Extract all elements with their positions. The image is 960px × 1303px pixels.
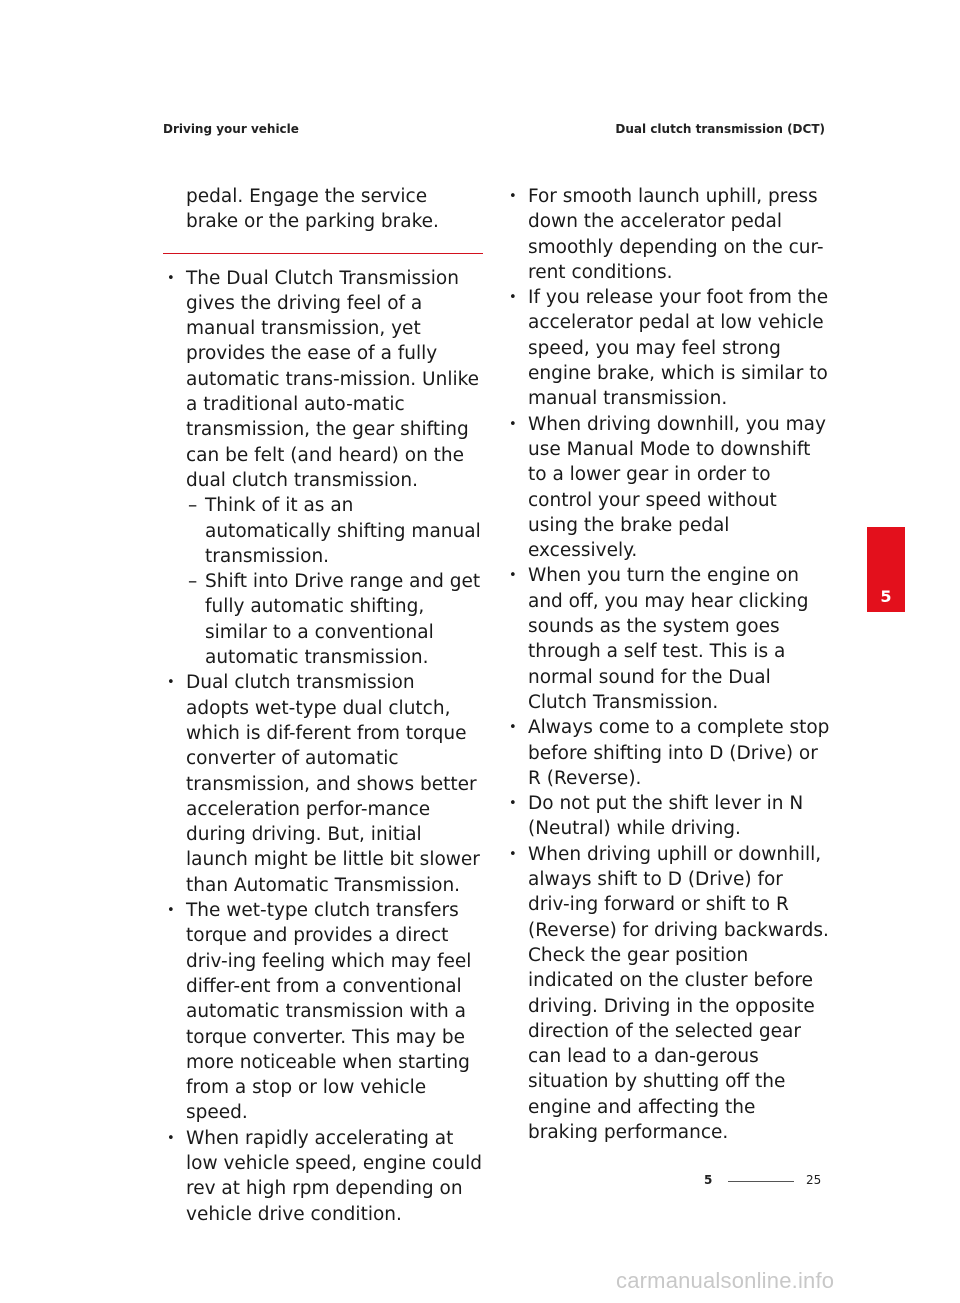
chapter-tab[interactable]: [867, 527, 905, 612]
topic-title: Dual clutch transmission (DCT): [615, 122, 825, 136]
right-column: [505, 184, 830, 1145]
list-item: • When driving downhill, you may use Manual Mode to downshift to a lower gear in order to control your speed without using the brake pedal excessively.: [505, 412, 830, 564]
right-bullet-list: [505, 184, 830, 1145]
list-item: • When you turn the engine on and off, you may hear clicking sounds as the system goes through a self test. This is a normal sound for the Dual Clutch Transmission.: [505, 563, 830, 715]
list-item: • Always come to a complete stop before shifting into D (Drive) or R (Reverse).: [505, 715, 830, 791]
footer-chapter: 5: [704, 1173, 713, 1187]
list-item: • When rapidly accelerating at low vehicle speed, engine could rev at high rpm depending on vehicle drive condition.: [163, 1126, 483, 1227]
left-column: [163, 184, 483, 1227]
list-item: • If you release your foot from the accelerator pedal at low vehicle speed, you may feel strong engine brake, which is similar to manual transmission.: [505, 285, 830, 411]
section-title: Driving your vehicle: [163, 122, 299, 136]
continuation-text: pedal. Engage the service brake or the parking brake.: [186, 186, 439, 233]
list-item: • Dual clutch transmission adopts wet-type dual clutch, which is dif-ferent from torque converter of automatic transmission, and shows better acceleration perfor-mance during driving. But, initial launch might be little bit slower than Automatic Transmission.: [163, 670, 483, 898]
divider-rule: [163, 253, 483, 254]
list-item: • Do not put the shift lever in N (Neutral) while driving.: [505, 791, 830, 842]
watermark: carmanualsonline.info: [616, 1268, 835, 1293]
page-number: 25: [806, 1173, 822, 1187]
bullet-text: The Dual Clutch Transmission gives the driving feel of a manual transmission, yet provides the ease of a fully automatic trans-mission. Unlike a traditional auto-matic transmission, the gear shifting can be felt (and heard) on the dual clutch transmission.: [186, 267, 480, 491]
sub-list: [186, 493, 483, 670]
list-item: [163, 266, 483, 671]
footer-rule: [728, 1181, 794, 1182]
sub-list-item: – Shift into Drive range and get fully automatic shifting, similar to a conventional automatic transmission.: [186, 569, 483, 670]
list-item: • The wet-type clutch transfers torque and provides a direct driv-ing feeling which may feel differ-ent from a conventional automatic transmission with a torque converter. This may be more noticeable when starting from a stop or low vehicle speed.: [163, 898, 483, 1126]
left-bullet-list: [163, 266, 483, 1227]
chapter-tab-label: 5: [880, 587, 892, 606]
sub-list-item: – Think of it as an automatically shifting manual transmission.: [186, 493, 483, 569]
list-item: • When driving uphill or downhill, always shift to D (Drive) for driv-ing forward or shift to R (Reverse) for driving backwards. Check the gear position indicated on the cluster before driving. Driving in the opposite direction of the selected gear can lead to a dan-gerous situation by shutting off the engine and affecting the braking performance.: [505, 842, 830, 1146]
list-item: • For smooth launch uphill, press down the accelerator pedal smoothly depending on the cur-rent conditions.: [505, 184, 830, 285]
